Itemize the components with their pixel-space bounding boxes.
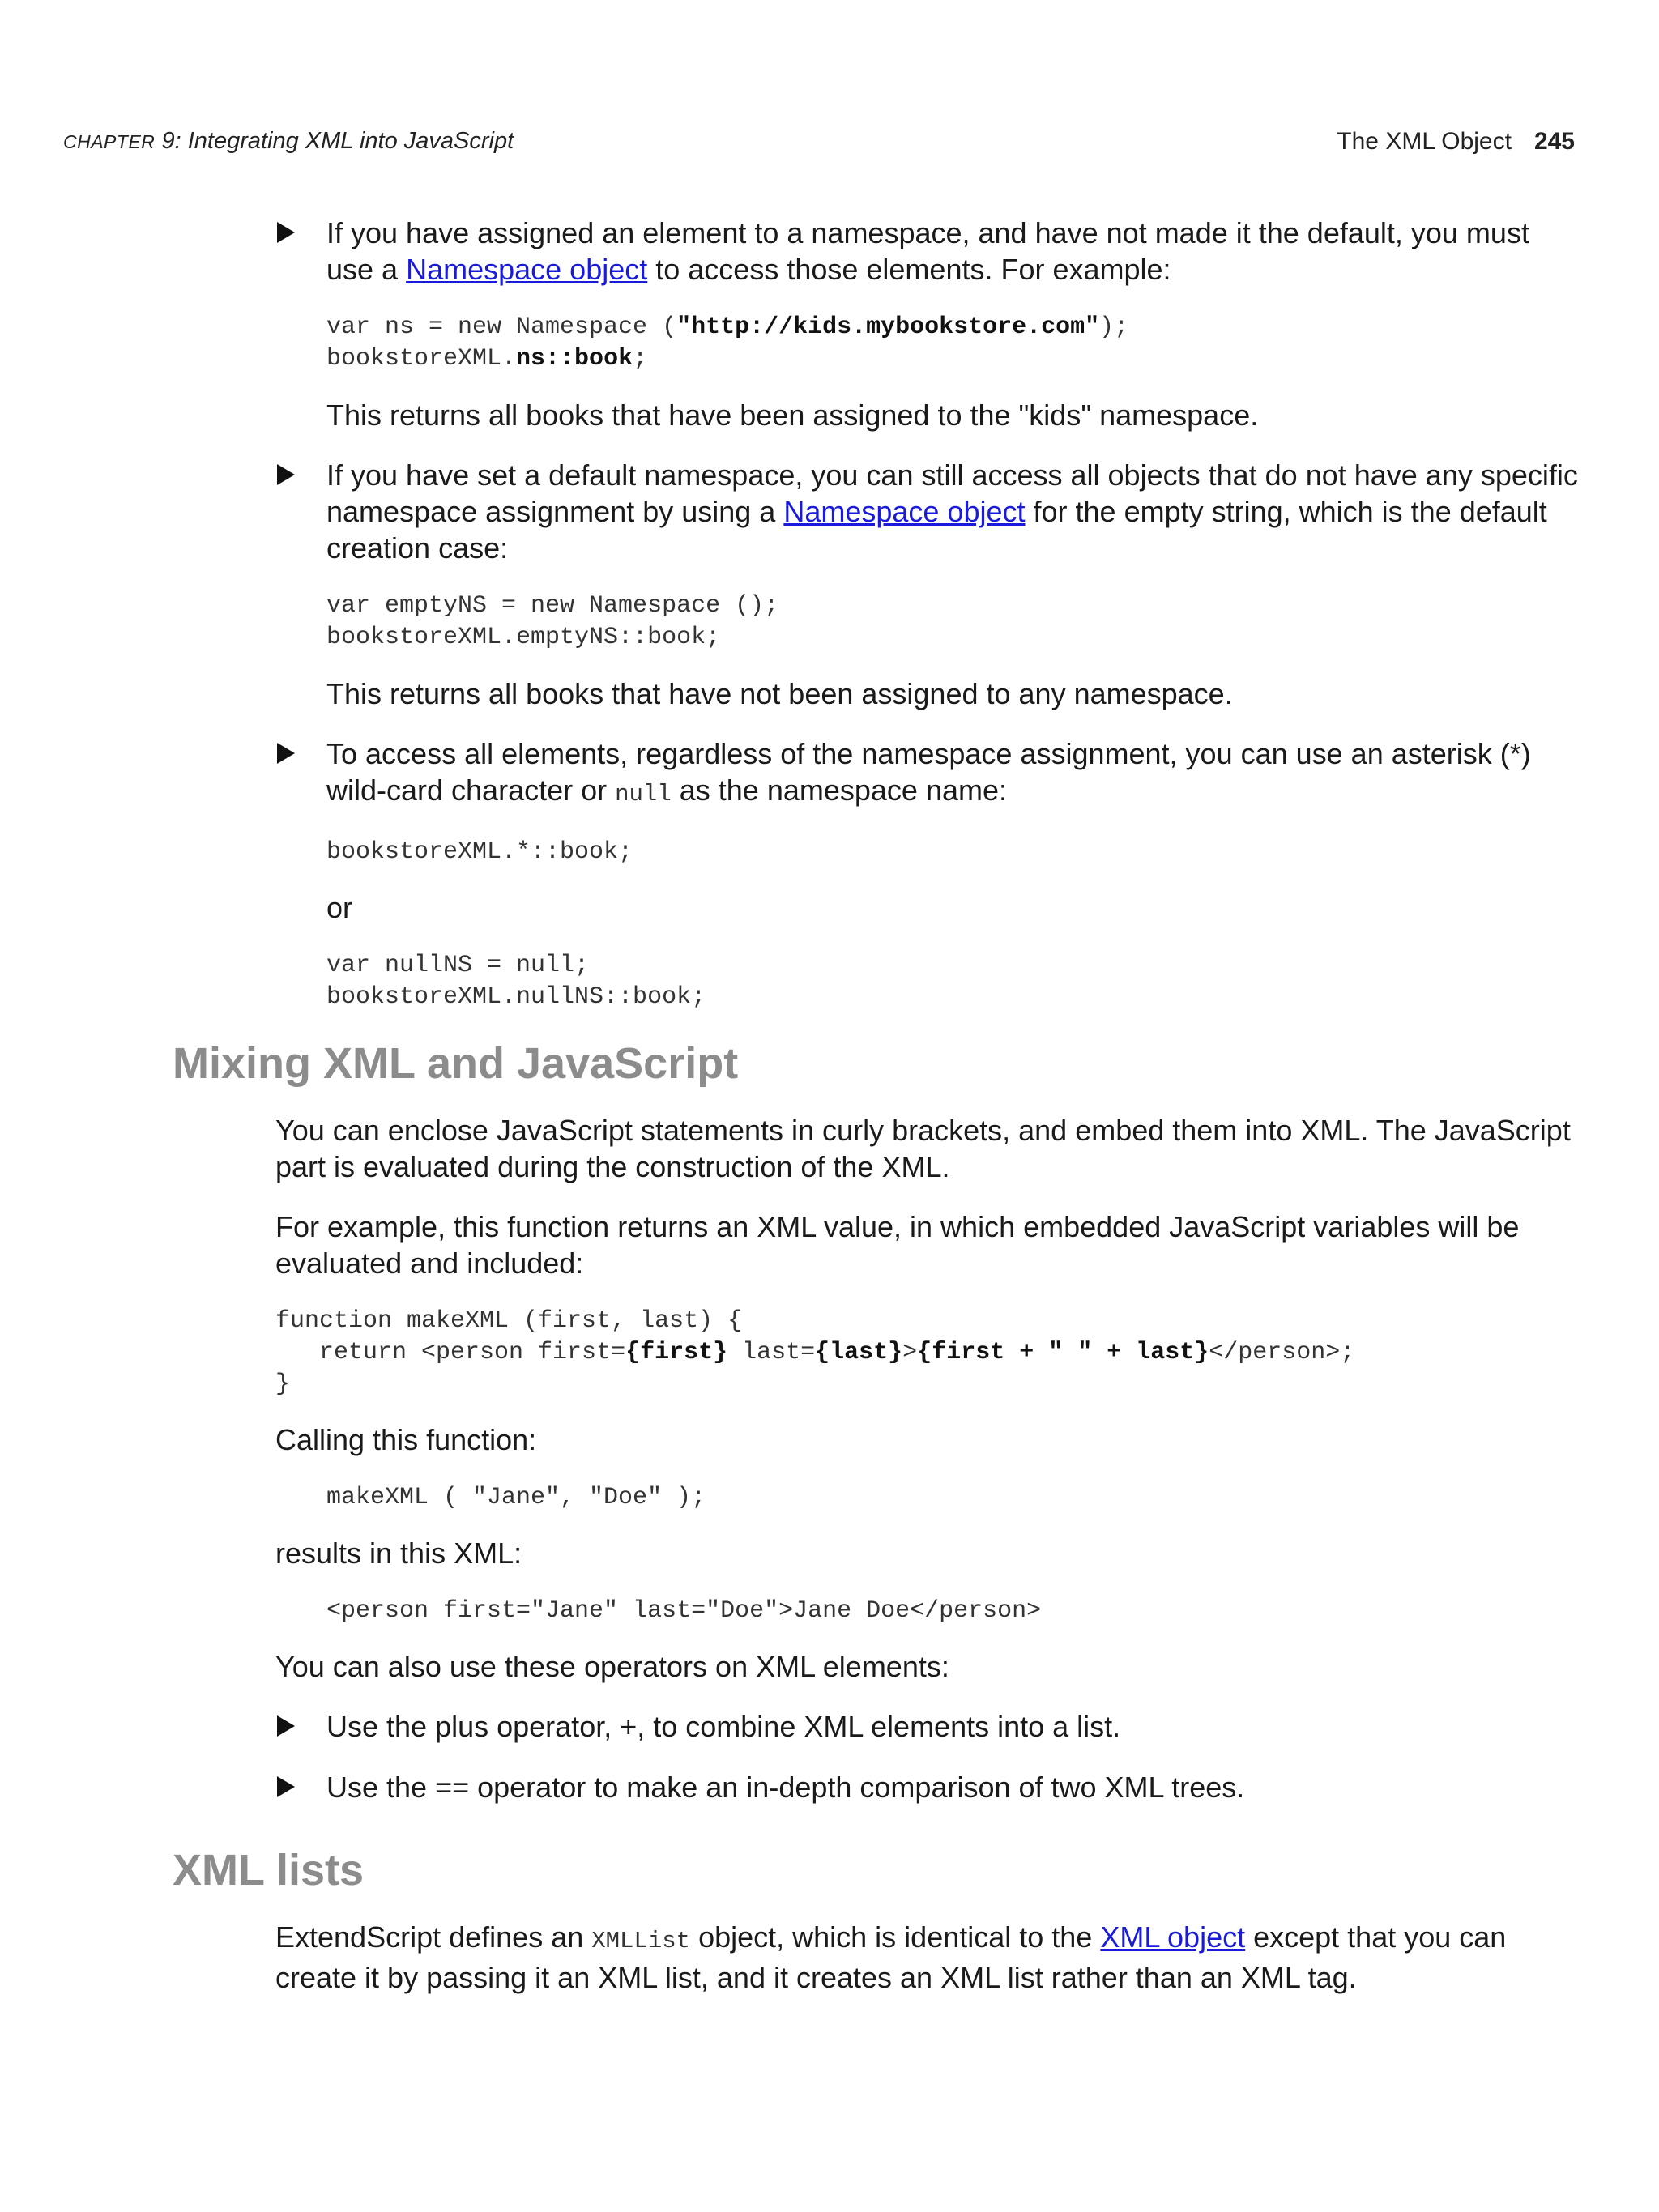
code-block: <person first="Jane" last="Doe">Jane Doe</person>	[326, 1597, 1042, 1625]
code-block	[275, 1306, 1582, 1400]
text-span: except that you can create it by passing it an XML list, and it creates an XML list rather than an XML tag.	[275, 1920, 1507, 1994]
text-span: to access those elements. For example:	[647, 253, 1171, 286]
bullet-text	[326, 457, 1582, 566]
text-span: object, which is identical to the	[690, 1920, 1101, 1954]
inline-code: null	[615, 781, 672, 808]
bullet-triangle-icon	[277, 1715, 295, 1737]
section-name: The XML Object	[1337, 128, 1512, 155]
code-bold: ns::book	[516, 345, 633, 373]
bullet-item	[0, 457, 1582, 566]
paragraph: Calling this function:	[275, 1423, 537, 1456]
code-text: last=	[727, 1339, 816, 1366]
paragraph: For example, this function returns an XML value, in which embedded JavaScript variables will be evaluated and included:	[275, 1210, 1520, 1280]
code-text: bookstoreXML.	[326, 345, 517, 373]
code-text: return <person first=	[275, 1339, 626, 1366]
chapter-title: 9: Integrating XML into JavaScript	[155, 128, 514, 154]
text-span: If you have set a default namespace, you can still access all objects that do not have any specific namespace assignment by using a	[326, 458, 1578, 528]
bullet-item	[0, 215, 1582, 288]
text-span: To access all elements, regardless of the namespace assignment, you can use an asterisk (*) wild-card character or	[326, 737, 1531, 807]
namespace-object-link[interactable]: Namespace object	[783, 495, 1026, 528]
code-text: function makeXML (first, last) {	[275, 1307, 743, 1335]
code-block	[326, 312, 1582, 375]
paragraph: This returns all books that have been assigned to the "kids" namespace.	[326, 399, 1259, 432]
bullet-text: Use the plus operator, +, to combine XML elements into a list.	[326, 1710, 1121, 1743]
bullet-item	[0, 1708, 1582, 1745]
paragraph: This returns all books that have not been assigned to any namespace.	[326, 677, 1233, 710]
namespace-object-link[interactable]: Namespace object	[406, 253, 648, 286]
inline-code: XMLList	[591, 1928, 691, 1954]
paragraph	[275, 1919, 1582, 1996]
page-body	[0, 215, 1659, 1996]
bullet-triangle-icon	[277, 464, 295, 485]
code-bold: {first + " " + last}	[917, 1339, 1209, 1366]
code-bold: {first}	[625, 1339, 728, 1366]
code-block: makeXML ( "Jane", "Doe" );	[326, 1484, 706, 1511]
running-header-chapter	[63, 128, 514, 155]
paragraph: You can also use these operators on XML elements:	[275, 1650, 949, 1683]
xml-object-link[interactable]: XML object	[1100, 1920, 1246, 1954]
bullet-item	[0, 735, 1582, 812]
code-block: var emptyNS = new Namespace (); bookstoreXML.emptyNS::book;	[326, 592, 779, 651]
code-bold: "http://kids.mybookstore.com"	[676, 313, 1100, 341]
code-text: >	[902, 1339, 918, 1366]
section-heading: Mixing XML and JavaScript	[173, 1039, 739, 1088]
text-span: ExtendScript defines an	[275, 1920, 592, 1954]
bullet-text: Use the == operator to make an in-depth comparison of two XML trees.	[326, 1771, 1245, 1804]
code-text: var ns = new Namespace (	[326, 313, 677, 341]
code-text: }	[275, 1370, 291, 1398]
paragraph: or	[326, 891, 353, 924]
text-span: for the empty string, which is the default creation case:	[326, 495, 1547, 565]
bullet-triangle-icon	[277, 743, 295, 764]
paragraph: results in this XML:	[275, 1536, 522, 1570]
paragraph: You can enclose JavaScript statements in curly brackets, and embed them into XML. The JavaScript part is evaluated during the construction of the XML.	[275, 1114, 1571, 1183]
chapter-word: CHAPTER	[63, 131, 156, 152]
section-heading: XML lists	[173, 1846, 365, 1894]
code-bold: {last}	[815, 1339, 903, 1366]
text-span: If you have assigned an element to a namespace, and have not made it the default, you must use a	[326, 216, 1529, 286]
code-text: );	[1099, 313, 1129, 341]
bullet-triangle-icon	[277, 1776, 295, 1797]
page-number: 245	[1533, 128, 1575, 155]
text-span: as the namespace name:	[671, 774, 1007, 807]
bullet-text	[326, 735, 1582, 812]
bullet-triangle-icon	[277, 222, 295, 243]
code-block: var nullNS = null; bookstoreXML.nullNS::book;	[326, 952, 706, 1011]
code-text: ;	[633, 345, 648, 373]
code-text: </person>;	[1209, 1339, 1355, 1366]
bullet-text	[326, 215, 1582, 288]
bullet-item	[0, 1769, 1582, 1805]
running-header-section	[1337, 128, 1575, 156]
code-block: bookstoreXML.*::book;	[326, 838, 633, 866]
